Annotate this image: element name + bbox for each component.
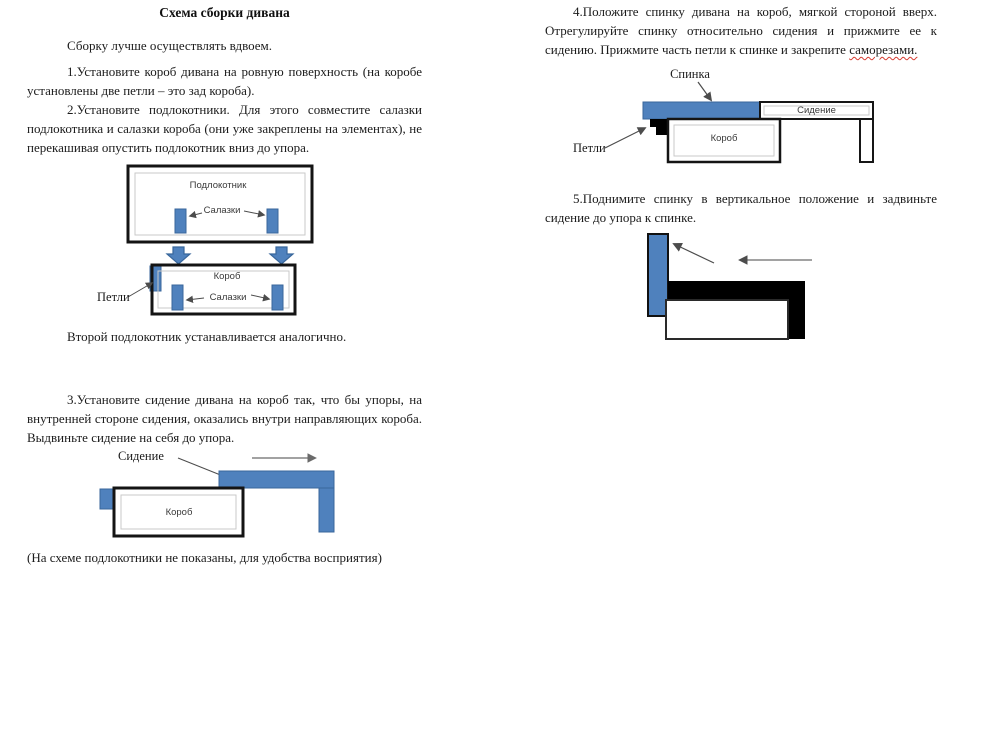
raise-direction-arrow	[674, 244, 714, 263]
hinges-label: Петли	[97, 290, 130, 304]
diagram-raise-svg	[640, 230, 920, 345]
diagram-armrest-install	[95, 163, 325, 323]
box-label: Короб	[165, 507, 193, 518]
intro-paragraph: Сборку лучше осуществлять вдвоем.	[67, 38, 273, 53]
seat-callout-line	[178, 458, 223, 476]
box-slider-left	[172, 285, 183, 310]
down-arrow-icon	[270, 247, 293, 264]
box-label: Короб	[710, 133, 738, 144]
back-callout-arrow	[698, 82, 711, 100]
hinges-label: Петли	[573, 141, 606, 155]
sliders-label-top: Салазки	[203, 205, 241, 216]
diagram-seat-install	[95, 448, 360, 540]
step4-paragraph	[545, 2, 937, 59]
backrest-panel	[643, 102, 760, 119]
step5-paragraph: 5.Поднимите спинку в вертикальное положение и задвиньте сидение до упора к спинке.	[545, 191, 937, 225]
down-arrow-icon	[167, 247, 190, 264]
step4-text: 4.Положите спинку дивана на короб, мягкой стороной вверх. Отрегулируйте спинку относительно сидения и прижмите ее к сидению. Прижмите часть петли к спинке и закрепите	[545, 4, 937, 57]
seat-leg	[860, 119, 873, 162]
hinges-callout-arrow	[605, 128, 645, 148]
slider-left	[175, 209, 186, 233]
slider-right	[267, 209, 278, 233]
seat-label: Сидение	[797, 105, 836, 116]
back-label: Спинка	[670, 67, 710, 81]
step2-paragraph: 2.Установите подлокотники. Для этого совместите салазки подлокотника и салазки короба (они уже закреплены на элементах), не перекашивая опустить подлокотник вниз до упора.	[27, 102, 422, 155]
seat-leg	[319, 488, 334, 532]
seat-panel	[219, 471, 334, 488]
diagram-backrest-place	[565, 65, 880, 165]
hinge-rect	[100, 489, 114, 509]
step4-misspelled-word: саморезами.	[849, 42, 918, 57]
step3-paragraph: 3.Установите сидение дивана на короб так, что бы упоры, на внутренней стороне сидения, оказались внутри направляющих короба. Выдвиньте сидение на себя до упора.	[27, 392, 422, 445]
footnote-paragraph: (На схеме подлокотники не показаны, для удобства восприятия)	[27, 550, 382, 565]
hinges-callout-arrow	[128, 283, 152, 297]
armrest-box	[128, 166, 312, 242]
box-frame	[666, 300, 788, 339]
armrest-label: Подлокотник	[189, 180, 247, 191]
step1-paragraph: 1.Установите короб дивана на ровную поверхность (на коробе установлены две петли – это зад короба).	[27, 64, 422, 98]
page-title: Схема сборки дивана	[159, 5, 290, 20]
seat-label: Сидение	[118, 449, 164, 463]
box-slider-right	[272, 285, 283, 310]
second-armrest-note: Второй подлокотник устанавливается аналогично.	[67, 329, 347, 344]
box-label: Короб	[213, 271, 241, 282]
diagram-backrest-raise	[640, 230, 920, 345]
sliders-label-bottom: Салазки	[209, 292, 247, 303]
hinge-shape	[650, 119, 668, 135]
